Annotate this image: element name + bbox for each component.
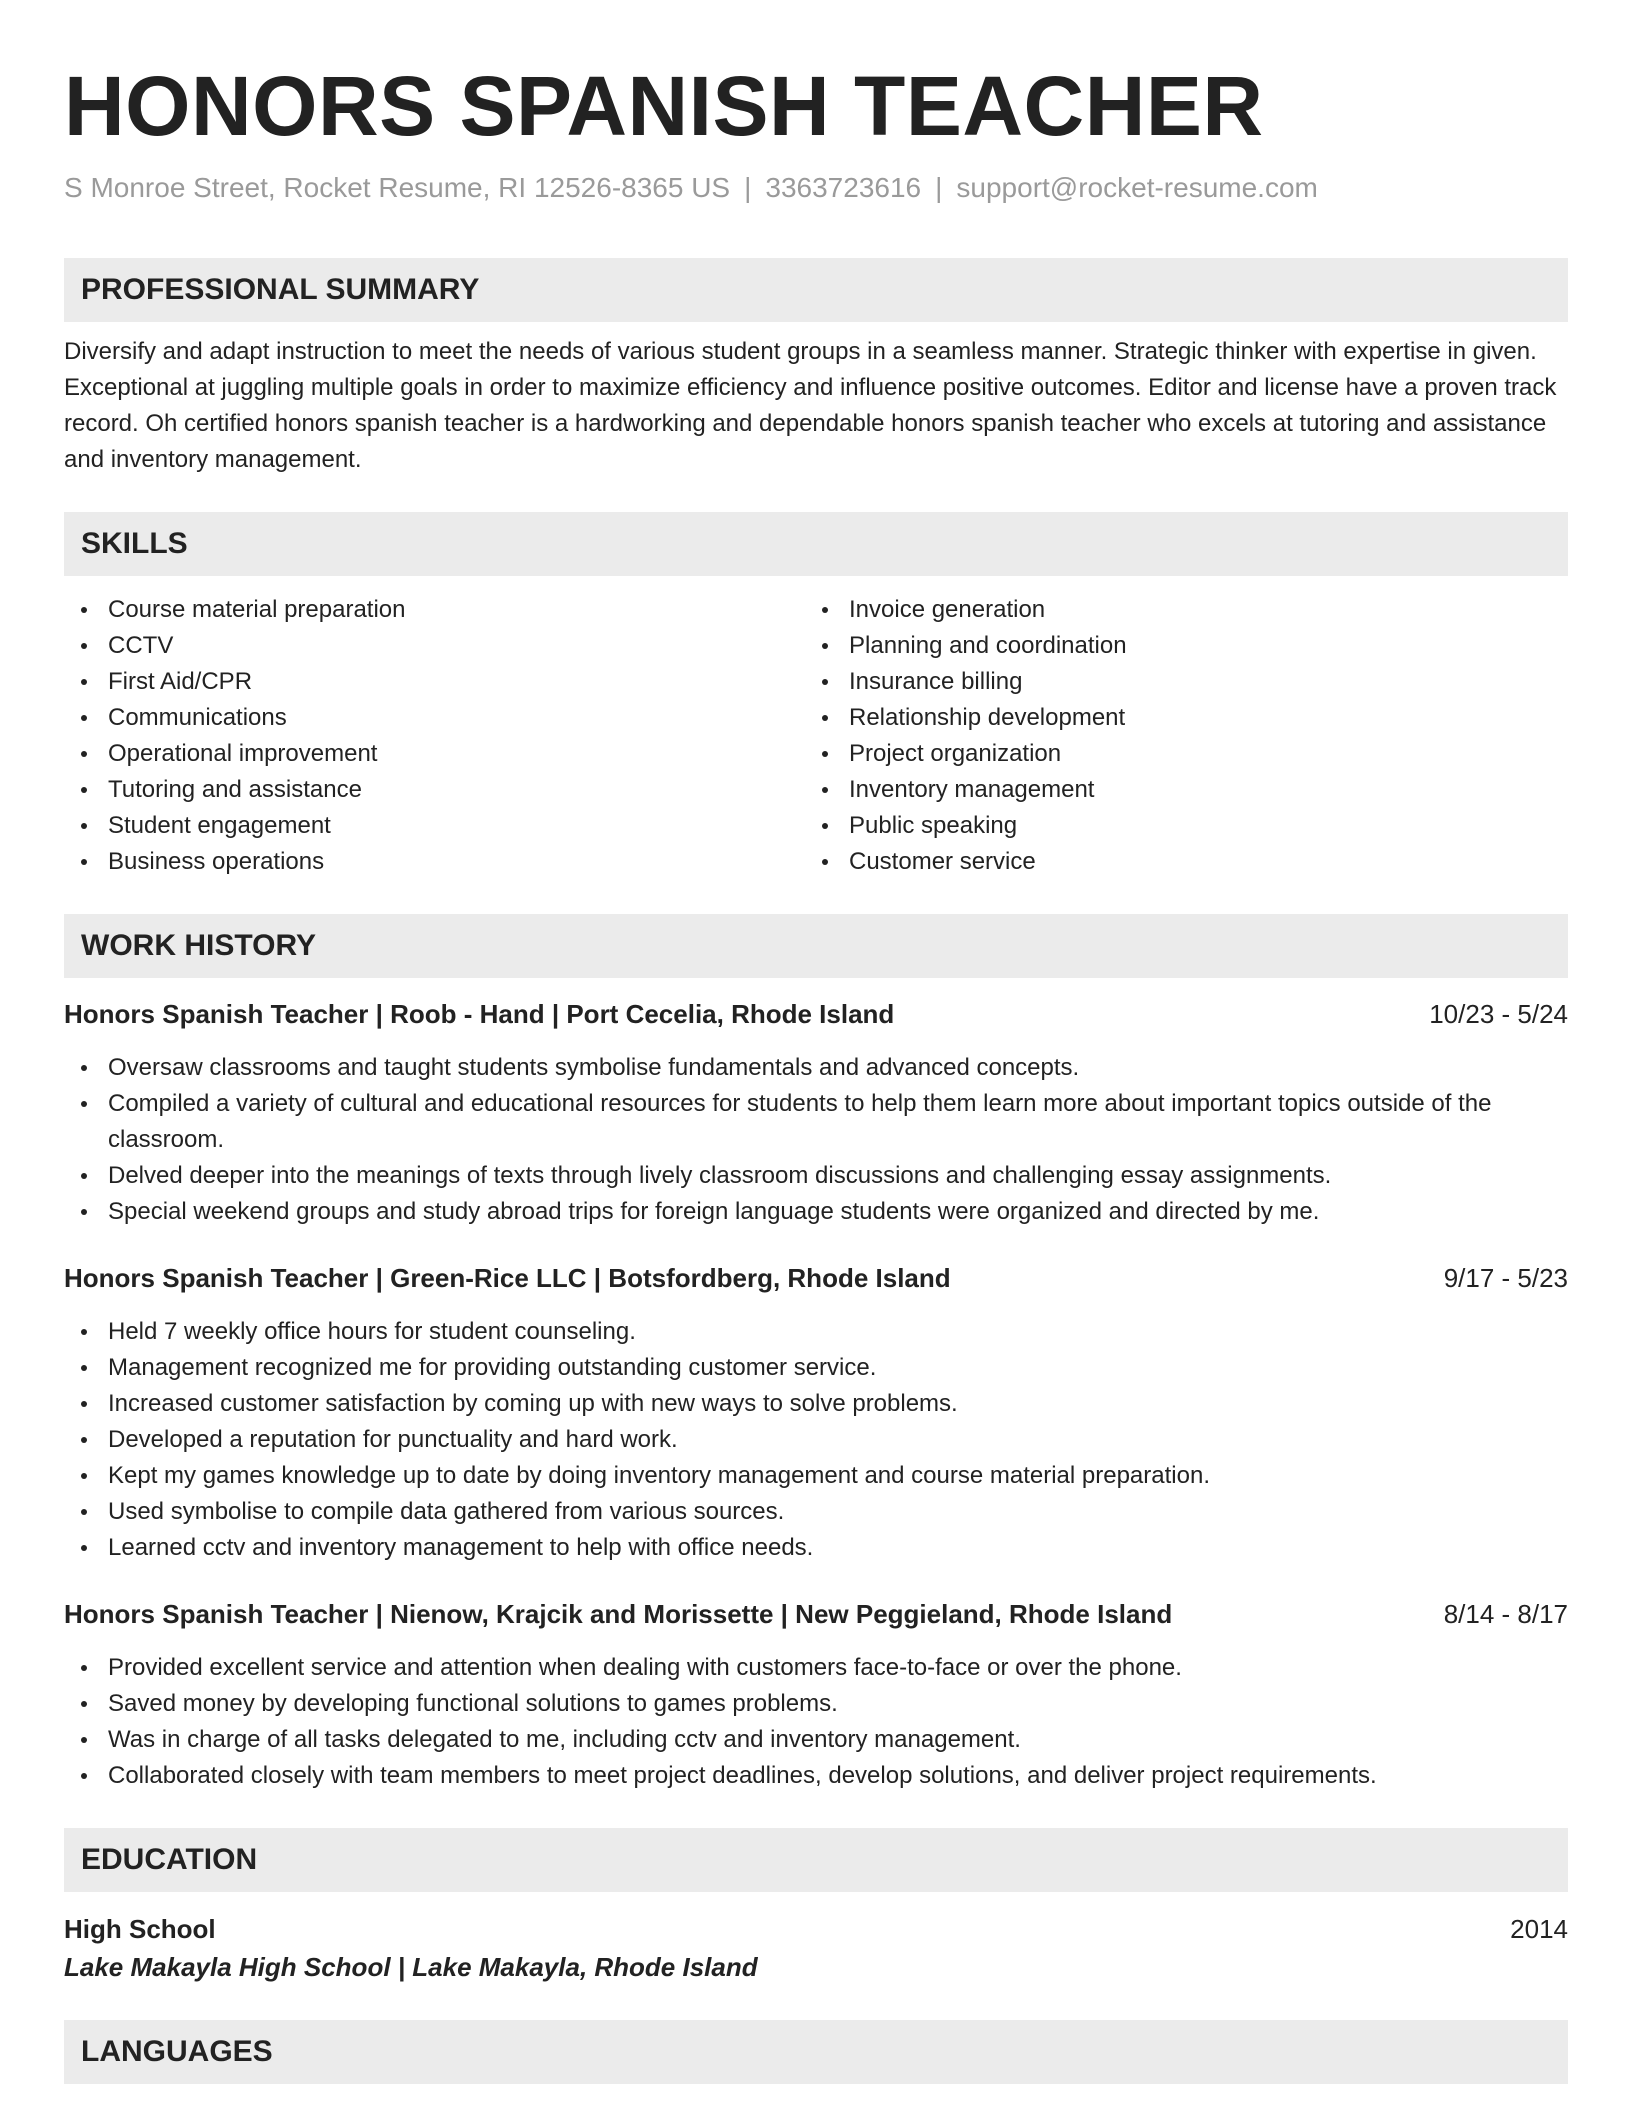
skill-item: Public speaking <box>805 808 1546 844</box>
summary-heading: PROFESSIONAL SUMMARY <box>64 258 1568 322</box>
education-entry <box>64 1910 1568 1986</box>
contact-address: S Monroe Street, Rocket Resume, RI 12526-8365 US <box>64 172 731 203</box>
skill-item: Communications <box>64 700 805 736</box>
skill-item: Inventory management <box>805 772 1546 808</box>
job-bullet: Kept my games knowledge up to date by doing inventory management and course material preparation. <box>64 1458 1568 1494</box>
skill-item: CCTV <box>64 628 805 664</box>
languages-heading: LANGUAGES <box>64 2020 1568 2084</box>
skill-item: Project organization <box>805 736 1546 772</box>
contact-email: support@rocket-resume.com <box>956 172 1318 203</box>
skill-item: First Aid/CPR <box>64 664 805 700</box>
skill-item: Business operations <box>64 844 805 880</box>
job-bullet: Developed a reputation for punctuality and hard work. <box>64 1422 1568 1458</box>
skill-item: Planning and coordination <box>805 628 1546 664</box>
skill-item: Tutoring and assistance <box>64 772 805 808</box>
work-history-heading: WORK HISTORY <box>64 914 1568 978</box>
resume-name: HONORS SPANISH TEACHER <box>64 59 1264 153</box>
contact-line <box>64 170 1568 206</box>
job-title: Honors Spanish Teacher | Roob - Hand | Port Cecelia, Rhode Island <box>64 999 895 1029</box>
job-bullet: Learned cctv and inventory management to help with office needs. <box>64 1530 1568 1566</box>
job-bullet: Oversaw classrooms and taught students symbolise fundamentals and advanced concepts. <box>64 1050 1568 1086</box>
job-bullets <box>64 1050 1568 1230</box>
contact-phone: 3363723616 <box>765 172 922 203</box>
job-bullet: Management recognized me for providing outstanding customer service. <box>64 1350 1568 1386</box>
skills-heading: SKILLS <box>64 512 1568 576</box>
job-bullet: Special weekend groups and study abroad trips for foreign language students were organized and directed by me. <box>64 1194 1568 1230</box>
job-title: Honors Spanish Teacher | Nienow, Krajcik and Morissette | New Peggieland, Rhode Island <box>64 1599 1173 1629</box>
skills-column-right <box>805 592 1546 880</box>
job-bullet: Saved money by developing functional solutions to games problems. <box>64 1686 1568 1722</box>
skill-item: Relationship development <box>805 700 1546 736</box>
job-header <box>64 1596 1568 1632</box>
skills-column-left <box>64 592 805 880</box>
job-bullet: Provided excellent service and attention when dealing with customers face-to-face or over the phone. <box>64 1650 1568 1686</box>
job-entry <box>64 1260 1568 1566</box>
education-header <box>64 1910 1568 1948</box>
job-bullet: Was in charge of all tasks delegated to me, including cctv and inventory management. <box>64 1722 1568 1758</box>
job-dates: 10/23 - 5/24 <box>1429 999 1568 1029</box>
job-bullet: Collaborated closely with team members to meet project deadlines, develop solutions, and deliver project requirements. <box>64 1758 1568 1794</box>
job-bullets <box>64 1650 1568 1794</box>
skill-item: Course material preparation <box>64 592 805 628</box>
job-title: Honors Spanish Teacher | Green-Rice LLC | Botsfordberg, Rhode Island <box>64 1263 951 1293</box>
job-dates: 8/14 - 8/17 <box>1443 1599 1568 1629</box>
skill-item: Invoice generation <box>805 592 1546 628</box>
contact-separator: | <box>744 172 752 203</box>
job-bullet: Held 7 weekly office hours for student counseling. <box>64 1314 1568 1350</box>
education-school: Lake Makayla High School | Lake Makayla, Rhode Island <box>64 1952 758 1982</box>
summary-text: Diversify and adapt instruction to meet the needs of various student groups in a seamless manner. Strategic thinker with expertise in given. Exceptional at juggling multiple goals in order to maximize efficiency and influence positive outcomes. Editor and license have a proven track record. Oh certified honors spanish teacher is a hardworking and dependable honors spanish teacher who excels at tutoring and assistance and inventory management. <box>64 338 1557 473</box>
job-dates: 9/17 - 5/23 <box>1443 1263 1568 1293</box>
skill-item: Customer service <box>805 844 1546 880</box>
skill-item: Operational improvement <box>64 736 805 772</box>
job-bullet: Compiled a variety of cultural and educational resources for students to help them learn more about important topics outside of the classroom. <box>64 1086 1568 1158</box>
job-entry <box>64 996 1568 1230</box>
skill-item: Student engagement <box>64 808 805 844</box>
job-header <box>64 996 1568 1032</box>
job-bullet: Increased customer satisfaction by coming up with new ways to solve problems. <box>64 1386 1568 1422</box>
education-degree: High School <box>64 1914 216 1944</box>
job-header <box>64 1260 1568 1296</box>
skills-list <box>64 592 1568 880</box>
education-year: 2014 <box>1510 1914 1568 1944</box>
education-heading: EDUCATION <box>64 1828 1568 1892</box>
skill-item: Insurance billing <box>805 664 1546 700</box>
contact-separator: | <box>935 172 943 203</box>
job-bullet: Used symbolise to compile data gathered from various sources. <box>64 1494 1568 1530</box>
job-entry <box>64 1596 1568 1794</box>
job-bullet: Delved deeper into the meanings of texts through lively classroom discussions and challenging essay assignments. <box>64 1158 1568 1194</box>
job-bullets <box>64 1314 1568 1566</box>
